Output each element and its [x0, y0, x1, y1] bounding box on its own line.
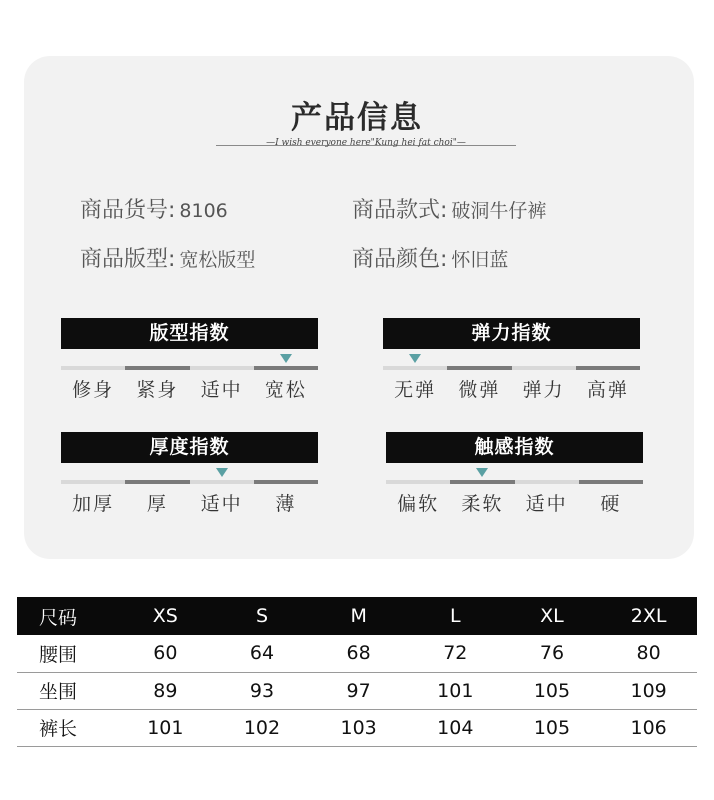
table-cell: 76 — [504, 635, 601, 672]
size-header-cell: L — [407, 597, 504, 635]
style-label: 商品款式: — [352, 198, 448, 223]
thickness-index-title: 厚度指数 — [61, 432, 318, 463]
table-cell: 坐围 — [17, 672, 117, 709]
table-cell: 97 — [310, 672, 407, 709]
item-no-value: 8106 — [179, 200, 228, 222]
fit-option: 适中 — [200, 379, 243, 401]
touch-index-marker-icon — [476, 468, 488, 477]
fit-index-scale — [61, 318, 318, 402]
table-cell: 102 — [214, 709, 311, 746]
touch-index-bar — [386, 480, 643, 484]
size-header-cell: 2XL — [600, 597, 697, 635]
thickness-option: 加厚 — [72, 493, 115, 515]
touch-option: 柔软 — [461, 493, 504, 515]
fit-index-marker-icon — [280, 354, 292, 363]
table-cell: 80 — [600, 635, 697, 672]
size-table — [17, 597, 697, 747]
thickness-index-scale — [61, 432, 318, 516]
fit-option: 紧身 — [136, 379, 179, 401]
fit-index-title: 版型指数 — [61, 318, 318, 349]
thickness-option: 薄 — [275, 493, 297, 515]
table-cell: 60 — [117, 635, 214, 672]
thickness-index-bar — [61, 480, 318, 484]
thickness-option: 适中 — [200, 493, 243, 515]
size-header-cell: S — [214, 597, 311, 635]
size-header-cell: XL — [504, 597, 601, 635]
size-header-cell: XS — [117, 597, 214, 635]
touch-index-marker-row — [386, 463, 643, 480]
fit-option: 宽松 — [264, 379, 307, 401]
touch-index-title: 触感指数 — [386, 432, 643, 463]
table-row — [17, 672, 697, 709]
thickness-index-marker-row — [61, 463, 318, 480]
elastic-option: 微弹 — [458, 379, 501, 401]
elastic-index-scale — [383, 318, 640, 402]
item-no-label: 商品货号: — [80, 198, 176, 223]
table-cell: 103 — [310, 709, 407, 746]
fit-index-bar — [61, 366, 318, 370]
touch-option: 硬 — [600, 493, 622, 515]
color-label: 商品颜色: — [352, 247, 448, 272]
elastic-option: 无弹 — [394, 379, 437, 401]
elastic-index-marker-icon — [409, 354, 421, 363]
thickness-option: 厚 — [146, 493, 168, 515]
item-no-row — [80, 193, 228, 224]
touch-index-labels — [386, 489, 643, 516]
thickness-index-labels — [61, 489, 318, 516]
color-value: 怀旧蓝 — [451, 249, 509, 271]
table-cell: 72 — [407, 635, 504, 672]
elastic-index-bar — [383, 366, 640, 370]
table-cell: 64 — [214, 635, 311, 672]
table-cell: 109 — [600, 672, 697, 709]
touch-option: 偏软 — [397, 493, 440, 515]
fit-label: 商品版型: — [80, 247, 176, 272]
subtitle-block — [216, 138, 516, 152]
table-row — [17, 635, 697, 672]
table-cell: 104 — [407, 709, 504, 746]
subtitle: —I wish everyone here"Kung hei fat choi"— — [266, 138, 466, 148]
table-cell: 106 — [600, 709, 697, 746]
table-cell: 68 — [310, 635, 407, 672]
touch-option: 适中 — [525, 493, 568, 515]
fit-row — [80, 242, 255, 273]
elastic-option: 高弹 — [586, 379, 629, 401]
table-cell: 93 — [214, 672, 311, 709]
table-cell: 101 — [117, 709, 214, 746]
style-value: 破洞牛仔裤 — [451, 200, 547, 222]
color-row — [352, 242, 508, 273]
elastic-index-title: 弹力指数 — [383, 318, 640, 349]
fit-option: 修身 — [72, 379, 115, 401]
elastic-option: 弹力 — [522, 379, 565, 401]
touch-index-scale — [386, 432, 643, 516]
table-row — [17, 709, 697, 746]
table-cell: 89 — [117, 672, 214, 709]
table-cell: 105 — [504, 672, 601, 709]
size-header-cell: M — [310, 597, 407, 635]
table-cell: 腰围 — [17, 635, 117, 672]
page-title: 产品信息 — [291, 100, 423, 136]
elastic-index-labels — [383, 375, 640, 402]
fit-index-labels — [61, 375, 318, 402]
style-row — [352, 193, 546, 224]
fit-index-marker-row — [61, 349, 318, 366]
elastic-index-marker-row — [383, 349, 640, 366]
fit-value: 宽松版型 — [179, 249, 256, 271]
table-cell: 裤长 — [17, 709, 117, 746]
table-cell: 101 — [407, 672, 504, 709]
table-cell: 105 — [504, 709, 601, 746]
size-header-cell: 尺码 — [17, 597, 117, 635]
thickness-index-marker-icon — [216, 468, 228, 477]
size-table-header-row — [17, 597, 697, 635]
